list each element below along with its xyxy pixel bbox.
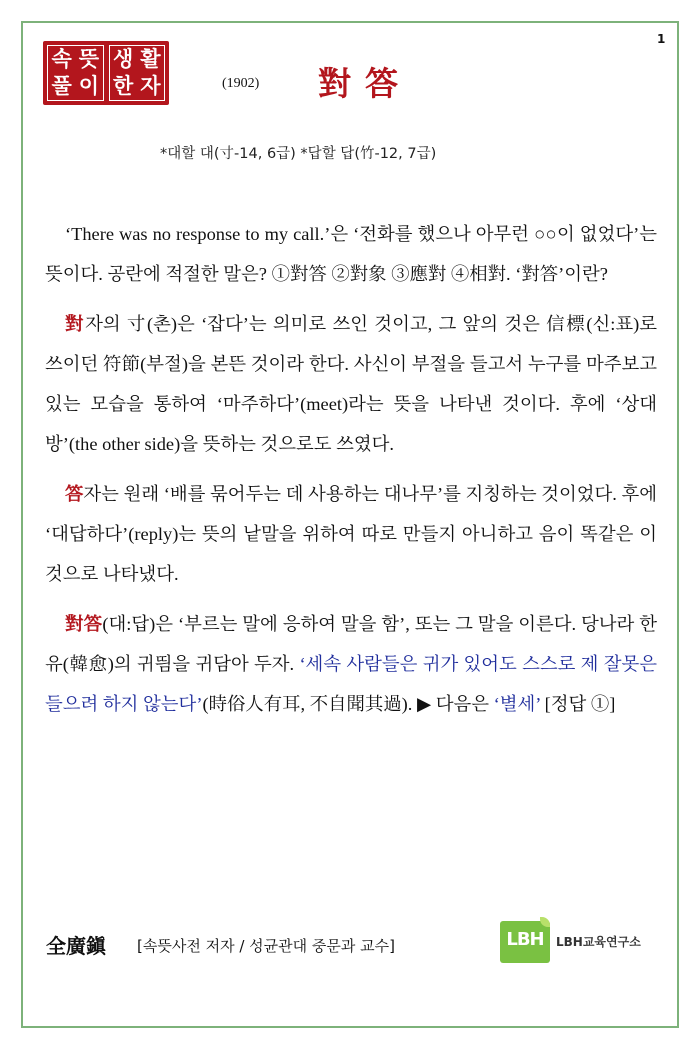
paragraph-text: (대:답)은 ‘부르는 말에 응하여 말을 함’, 또는 그 말을 이른다. 당나라 한유(韓愈)의 귀띔을 귀담아 두자. [45,614,657,674]
article-body [45,214,657,734]
logo-box-right [109,45,166,101]
author-description: [속뜻사전 저자 / 성균관대 중문과 교수] [137,937,395,955]
lbh-mark: LBH [500,921,550,963]
logo-char: 풀 [51,74,72,98]
answer-text: [정답 ①] [540,694,616,714]
highlight-char: 答 [65,484,84,504]
page-title: 對答 [318,64,412,103]
paragraph-2 [45,304,657,464]
highlight-word: 對答 [65,614,103,634]
paragraph-1: ‘There was no response to my call.’은 ‘전화를 했으나 아무런 ○○이 없었다’는 뜻이다. 공란에 적절한 말은? ①對答 ②對象 ③應對 ④相對. ‘對答’이란? [45,224,657,284]
logo-box-left [47,45,104,101]
logo-char: 자 [140,74,161,98]
next-topic: ‘별세’ [493,694,541,714]
paragraph-text: (時俗人有耳, 不自聞其過). ▶ 다음은 [202,694,494,714]
issue-number: (1902) [222,76,260,91]
author-name: 全廣鎭 [46,934,106,958]
paragraph-3 [45,474,657,594]
logo-char: 속 [51,47,72,71]
paragraph-text: 자의 寸(촌)은 ‘잡다’는 의미로 쓰인 것이고, 그 앞의 것은 信標(신:표)로 쓰이던 符節(부절)을 본뜬 것이라 한다. 사신이 부절을 들고서 누구를 마주보고 있는 모습을 통하여 ‘마주하다’(meet)라는 뜻을 나타낸 것이다. 후에 ‘상대방’(the other side)을 뜻하는 것으로도 쓰였다. [45,314,657,454]
logo-char: 이 [78,74,100,98]
org-name: LBH교육연구소 [556,935,641,949]
series-logo [43,41,169,105]
org-logo [500,919,660,965]
highlight-char: 對 [65,314,86,334]
logo-char: 뜻 [78,47,100,71]
paragraph-text: 자는 원래 ‘배를 묶어두는 데 사용하는 대나무’를 지칭하는 것이었다. 후에 ‘대답하다’(reply)는 뜻의 낱말을 위하여 따로 만들지 아니하고 음이 똑같은 이것으로 나타냈다. [45,484,657,584]
logo-char: 활 [140,47,161,71]
paragraph-4 [45,604,657,724]
page-number: 1 [657,32,666,46]
character-info: *대할 대(寸-14, 6급) *답할 답(竹-12, 7급) [160,146,437,162]
logo-char: 생 [112,47,134,71]
quote-text: ‘세속 사람들은 귀가 있어도 스스로 제 잘못은 들으려 하지 않는다’ [45,654,657,714]
logo-char: 한 [112,74,134,98]
